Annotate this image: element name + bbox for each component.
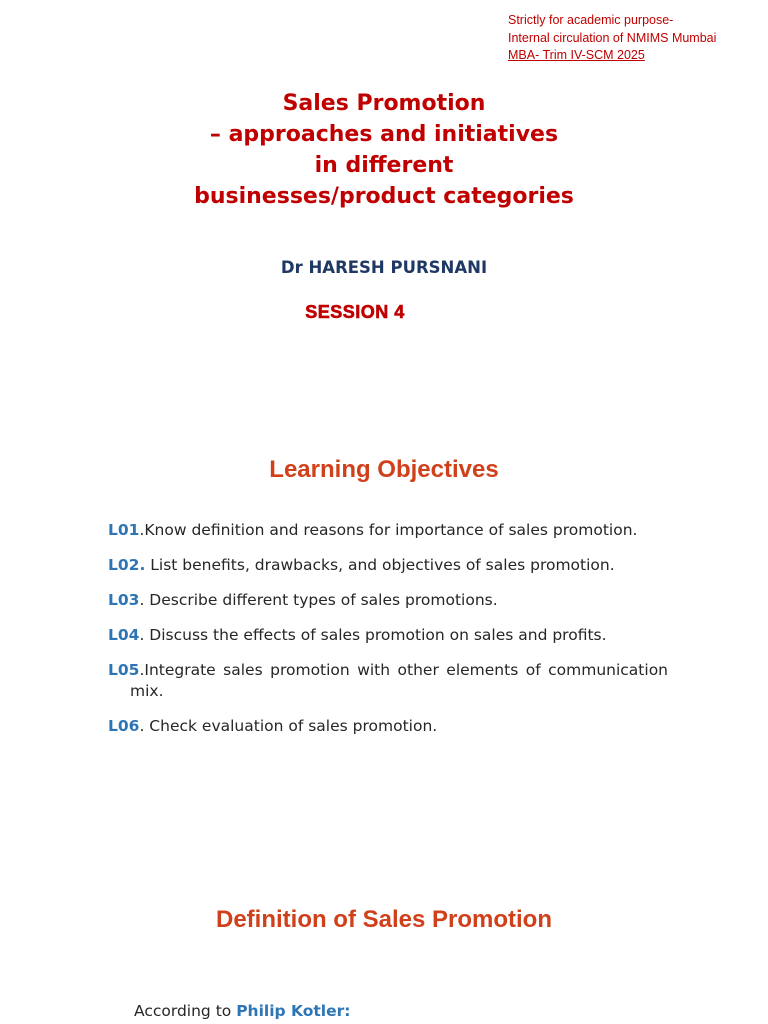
- session-label: SESSION 4: [305, 302, 405, 322]
- definition-attribution: [134, 1002, 350, 1020]
- title-line-3: in different: [314, 153, 454, 178]
- objective-item: [108, 625, 668, 646]
- objective-item: [108, 660, 668, 702]
- objective-text: .Integrate sales promotion with other elements of communication mix.: [130, 661, 668, 700]
- title-line-4: businesses/product categories: [194, 184, 574, 209]
- objective-item: [108, 520, 668, 541]
- notice-line-1: Strictly for academic purpose-: [508, 13, 674, 27]
- objective-item: [108, 590, 668, 611]
- author-reference: Philip Kotler:: [236, 1002, 351, 1020]
- objective-text: . Describe different types of sales promotions.: [139, 591, 498, 609]
- objective-text: . Discuss the effects of sales promotion on sales and profits.: [139, 626, 607, 644]
- definition-heading: Definition of Sales Promotion: [215, 906, 552, 933]
- objective-code: L03: [108, 591, 140, 609]
- objective-item: [108, 555, 668, 576]
- objective-code: L06: [108, 717, 140, 735]
- title-line-1: Sales Promotion: [282, 91, 486, 116]
- academic-notice: [508, 12, 716, 65]
- author-name: Dr HARESH PURSNANI: [280, 258, 488, 277]
- according-prefix: According to: [134, 1002, 237, 1020]
- objective-text: List benefits, drawbacks, and objectives of sales promotion.: [145, 556, 615, 574]
- objectives-list: [108, 520, 668, 751]
- learning-objectives-heading: Learning Objectives: [269, 456, 499, 483]
- objective-code: L04: [108, 626, 140, 644]
- objective-code: L01: [108, 521, 140, 539]
- notice-line-2: Internal circulation of NMIMS Mumbai: [508, 30, 717, 45]
- objective-item: [108, 716, 668, 737]
- objective-code: L02.: [108, 556, 146, 574]
- notice-line-3: MBA- Trim IV-SCM 2025: [508, 48, 645, 62]
- page-title: [0, 88, 768, 212]
- objective-text: .Know definition and reasons for importance of sales promotion.: [139, 521, 638, 539]
- objective-code: L05: [108, 661, 140, 679]
- objective-text: . Check evaluation of sales promotion.: [139, 717, 438, 735]
- title-line-2: – approaches and initiatives: [209, 122, 559, 147]
